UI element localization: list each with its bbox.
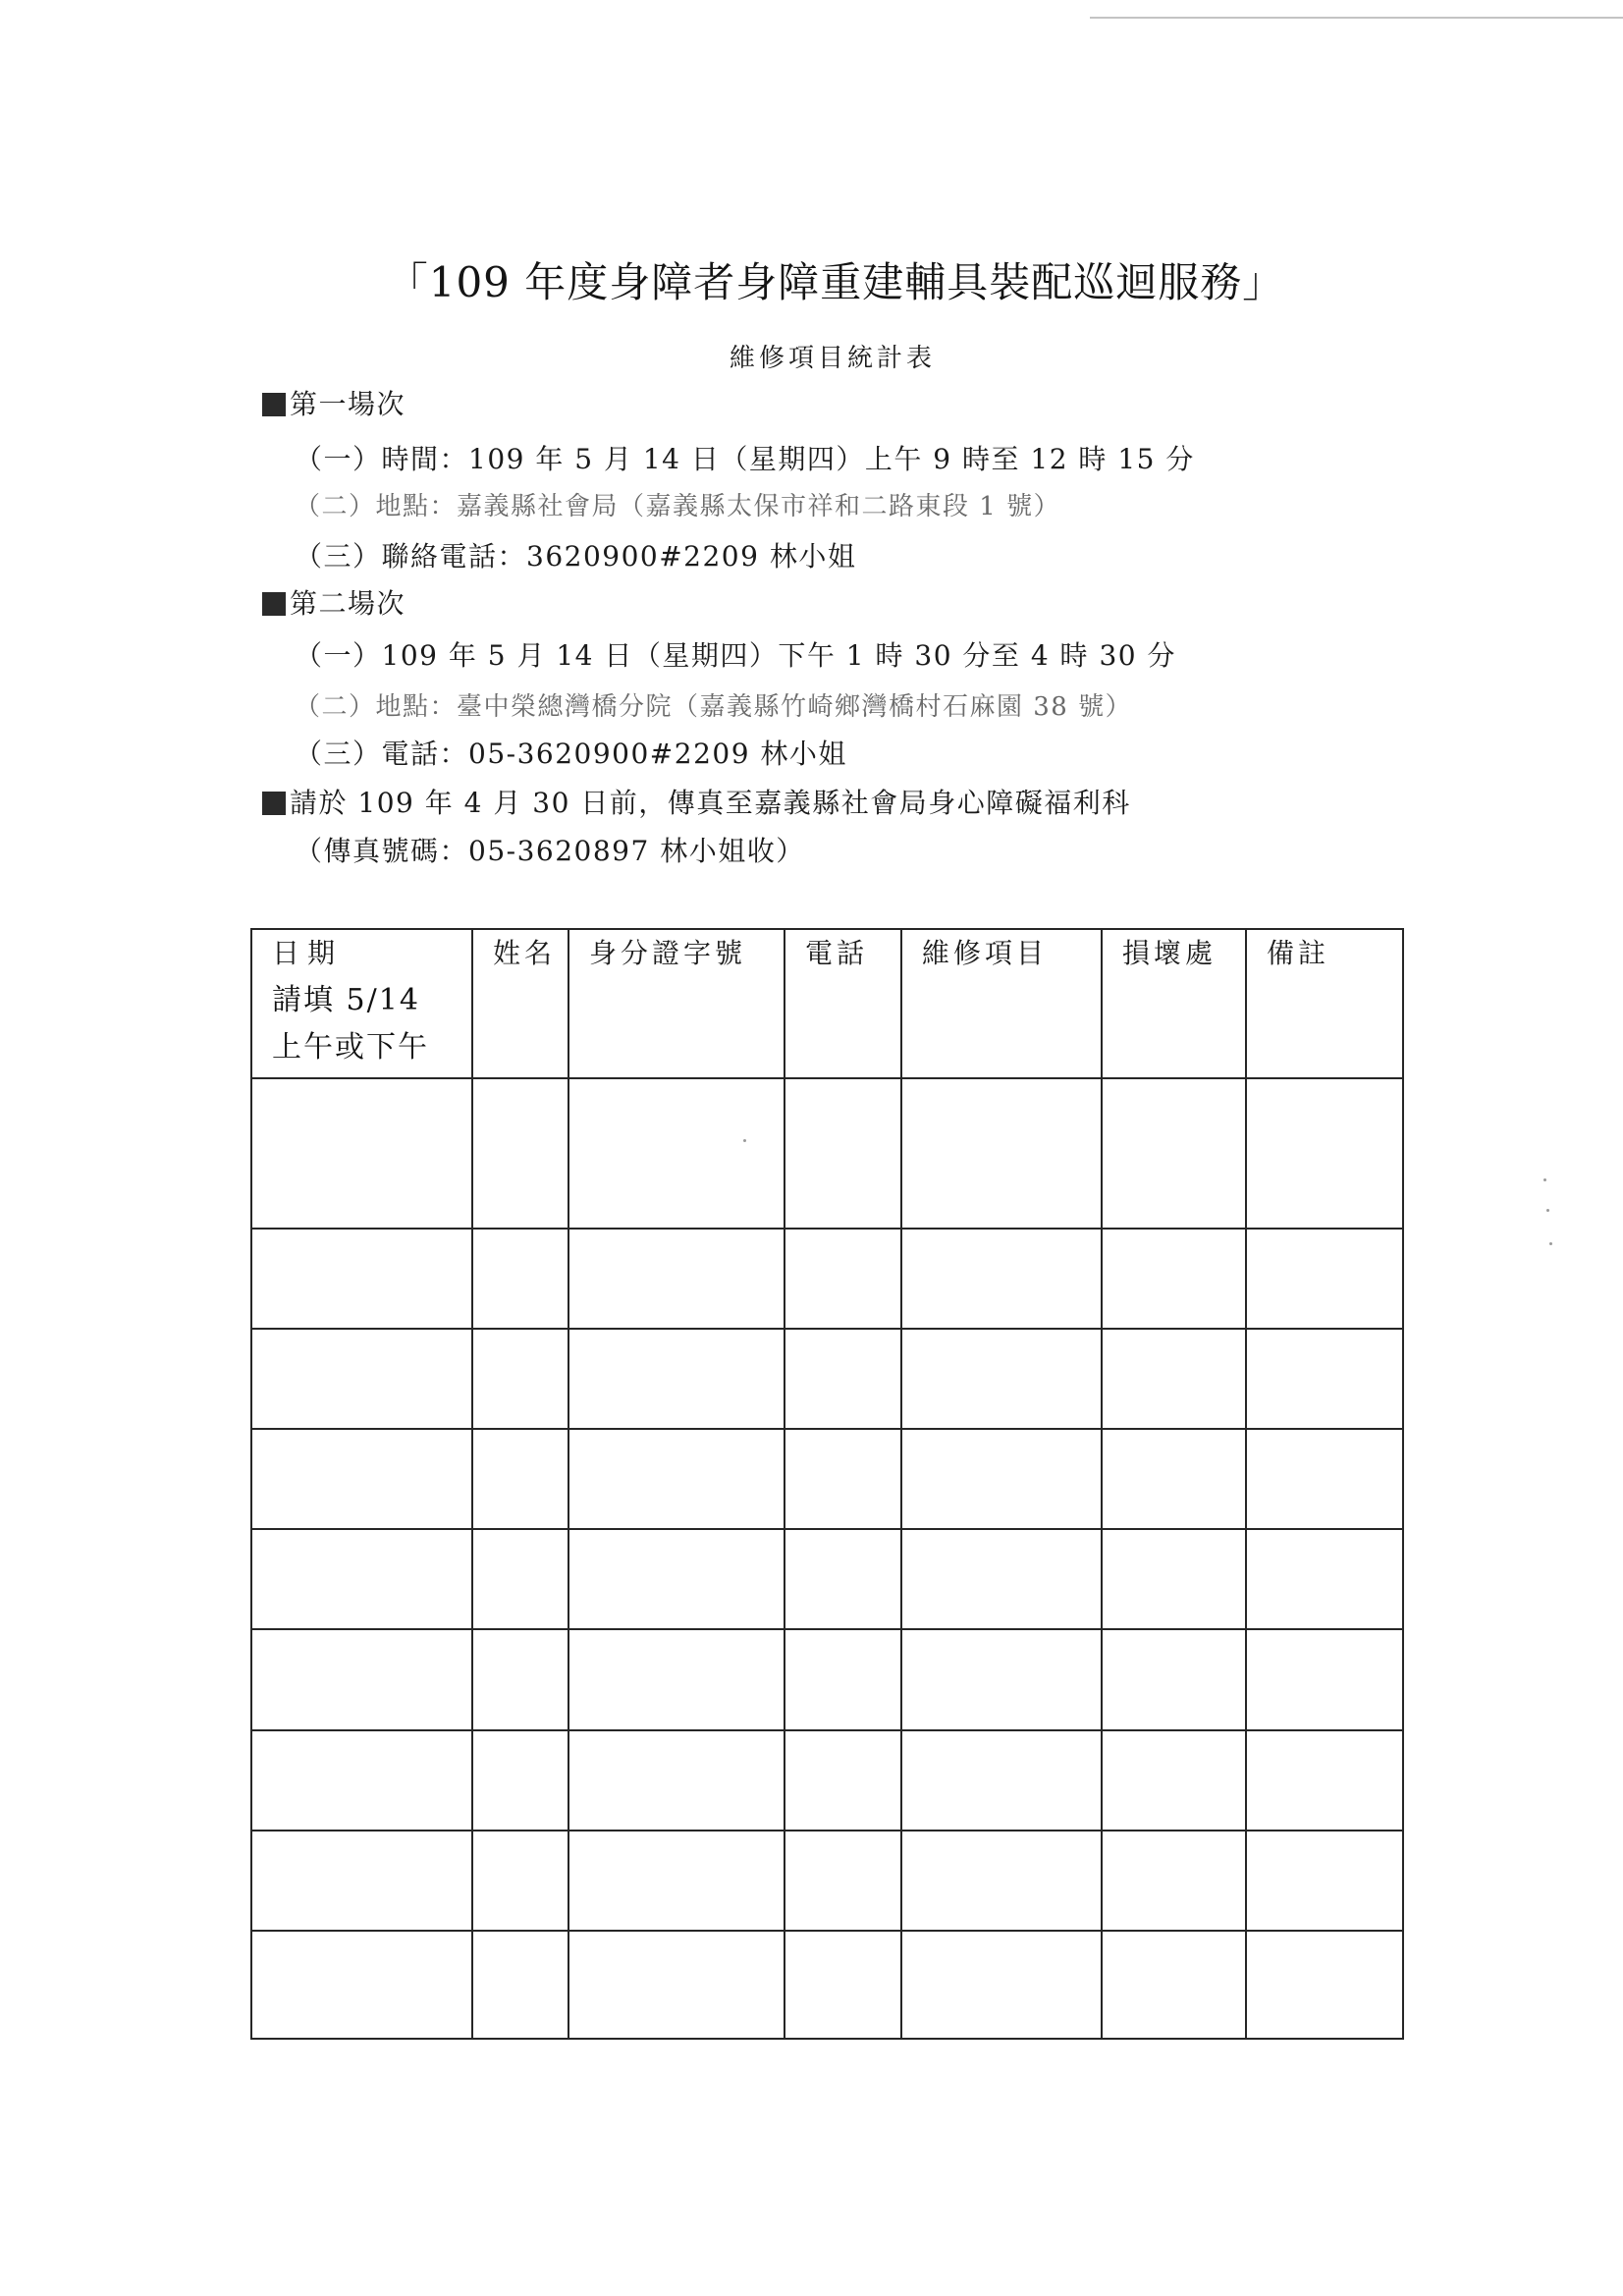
table-cell <box>472 1529 568 1629</box>
header-date-period: 上午或下午 <box>272 1030 429 1065</box>
table-cell <box>901 1529 1102 1629</box>
table-cell <box>472 1931 568 2039</box>
table-cell <box>1246 1629 1403 1730</box>
table-cell <box>784 1529 901 1629</box>
fax-notice <box>262 786 1131 821</box>
table-cell <box>1102 1429 1246 1529</box>
repair-statistics-table <box>250 928 1404 2040</box>
header-repair-item: 維修項目 <box>901 929 1102 1078</box>
header-date-instruction: 請填 5/14 <box>272 983 420 1017</box>
table-cell <box>251 1229 472 1329</box>
table-cell <box>901 1078 1102 1229</box>
table-row <box>251 1730 1403 1831</box>
header-date <box>251 929 472 1078</box>
table-cell <box>1246 1329 1403 1429</box>
table-cell <box>784 1931 901 2039</box>
session-2-time: （一）109 年 5 月 14 日（星期四）下午 1 時 30 分至 4 時 30 分 <box>295 639 1176 672</box>
square-bullet-icon <box>262 792 286 815</box>
scan-dust-speck <box>1543 1178 1546 1181</box>
table-cell <box>251 1529 472 1629</box>
table-cell <box>901 1329 1102 1429</box>
table-cell <box>1102 1529 1246 1629</box>
header-name: 姓名 <box>472 929 568 1078</box>
table-cell <box>568 1429 784 1529</box>
document-subtitle: 維修項目統計表 <box>729 344 936 373</box>
session-heading-label: 第一場次 <box>290 388 406 420</box>
table-cell <box>568 1529 784 1629</box>
table-cell <box>472 1429 568 1529</box>
table-cell <box>1102 1629 1246 1730</box>
header-remarks: 備註 <box>1246 929 1403 1078</box>
table-cell <box>1102 1730 1246 1831</box>
table-cell <box>568 1831 784 1931</box>
table-cell <box>1102 1831 1246 1931</box>
table-cell <box>251 1730 472 1831</box>
square-bullet-icon <box>262 592 286 616</box>
table-cell <box>251 1831 472 1931</box>
table-cell <box>1246 1529 1403 1629</box>
table-cell <box>1246 1429 1403 1529</box>
table-cell <box>568 1931 784 2039</box>
table-row <box>251 1078 1403 1229</box>
session-1-phone: （三）聯絡電話：3620900#2209 林小姐 <box>295 540 857 573</box>
table-row <box>251 1831 1403 1931</box>
session-heading-1 <box>262 387 406 422</box>
table-cell <box>568 1329 784 1429</box>
table-cell <box>251 1429 472 1529</box>
table-cell <box>1246 1931 1403 2039</box>
table-cell <box>1246 1229 1403 1329</box>
table-cell <box>784 1831 901 1931</box>
table-cell <box>251 1629 472 1730</box>
table-cell <box>1102 1078 1246 1229</box>
table-cell <box>472 1078 568 1229</box>
table-cell <box>1246 1078 1403 1229</box>
scan-dust-speck <box>1546 1209 1549 1212</box>
table-cell <box>784 1329 901 1429</box>
table-cell <box>901 1229 1102 1329</box>
table-row <box>251 1629 1403 1730</box>
table-cell <box>784 1078 901 1229</box>
session-1-location: （二）地點：嘉義縣社會局（嘉義縣太保市祥和二路東段 1 號） <box>295 492 1061 521</box>
table-cell <box>472 1730 568 1831</box>
table-cell <box>784 1730 901 1831</box>
fax-number-line: （傳真號碼：05-3620897 林小姐收） <box>295 835 805 867</box>
table-row <box>251 1429 1403 1529</box>
header-damage: 損壞處 <box>1102 929 1246 1078</box>
session-heading-label: 第二場次 <box>290 587 406 620</box>
table-cell <box>568 1629 784 1730</box>
table-body <box>251 1078 1403 2039</box>
session-2-location: （二）地點：臺中榮總灣橋分院（嘉義縣竹崎鄉灣橋村石麻園 38 號） <box>295 692 1133 722</box>
table-cell <box>901 1831 1102 1931</box>
session-2-phone: （三）電話：05-3620900#2209 林小姐 <box>295 738 847 770</box>
table-row <box>251 1329 1403 1429</box>
square-bullet-icon <box>262 393 286 416</box>
document-title: 「109 年度身障者身障重建輔具裝配巡迴服務」 <box>386 258 1285 306</box>
table-cell <box>901 1931 1102 2039</box>
table-cell <box>568 1229 784 1329</box>
header-date-label: 日期 <box>272 937 344 969</box>
table-cell <box>901 1730 1102 1831</box>
table-cell <box>1102 1931 1246 2039</box>
table-cell <box>568 1730 784 1831</box>
table-cell <box>784 1229 901 1329</box>
session-heading-2 <box>262 586 406 622</box>
table-cell <box>472 1831 568 1931</box>
table-cell <box>1102 1329 1246 1429</box>
table-cell <box>784 1429 901 1529</box>
table-cell <box>472 1229 568 1329</box>
table-cell <box>568 1078 784 1229</box>
table-header-row <box>251 929 1403 1078</box>
table-cell <box>1246 1730 1403 1831</box>
scan-edge-line <box>1090 17 1623 19</box>
table-cell <box>784 1629 901 1730</box>
table-cell <box>251 1078 472 1229</box>
table-cell <box>901 1629 1102 1730</box>
session-1-time: （一）時間：109 年 5 月 14 日（星期四）上午 9 時至 12 時 15 分 <box>295 443 1195 475</box>
table-cell <box>1246 1831 1403 1931</box>
header-phone: 電話 <box>784 929 901 1078</box>
header-id-number: 身分證字號 <box>568 929 784 1078</box>
table-cell <box>901 1429 1102 1529</box>
table-cell <box>251 1329 472 1429</box>
table-row <box>251 1931 1403 2039</box>
table-cell <box>1102 1229 1246 1329</box>
table-cell <box>472 1329 568 1429</box>
table-row <box>251 1229 1403 1329</box>
table-cell <box>472 1629 568 1730</box>
table-cell <box>251 1931 472 2039</box>
scan-dust-speck <box>1549 1242 1552 1245</box>
table-row <box>251 1529 1403 1629</box>
fax-notice-text: 請於 109 年 4 月 30 日前，傳真至嘉義縣社會局身心障礙福利科 <box>290 787 1131 819</box>
